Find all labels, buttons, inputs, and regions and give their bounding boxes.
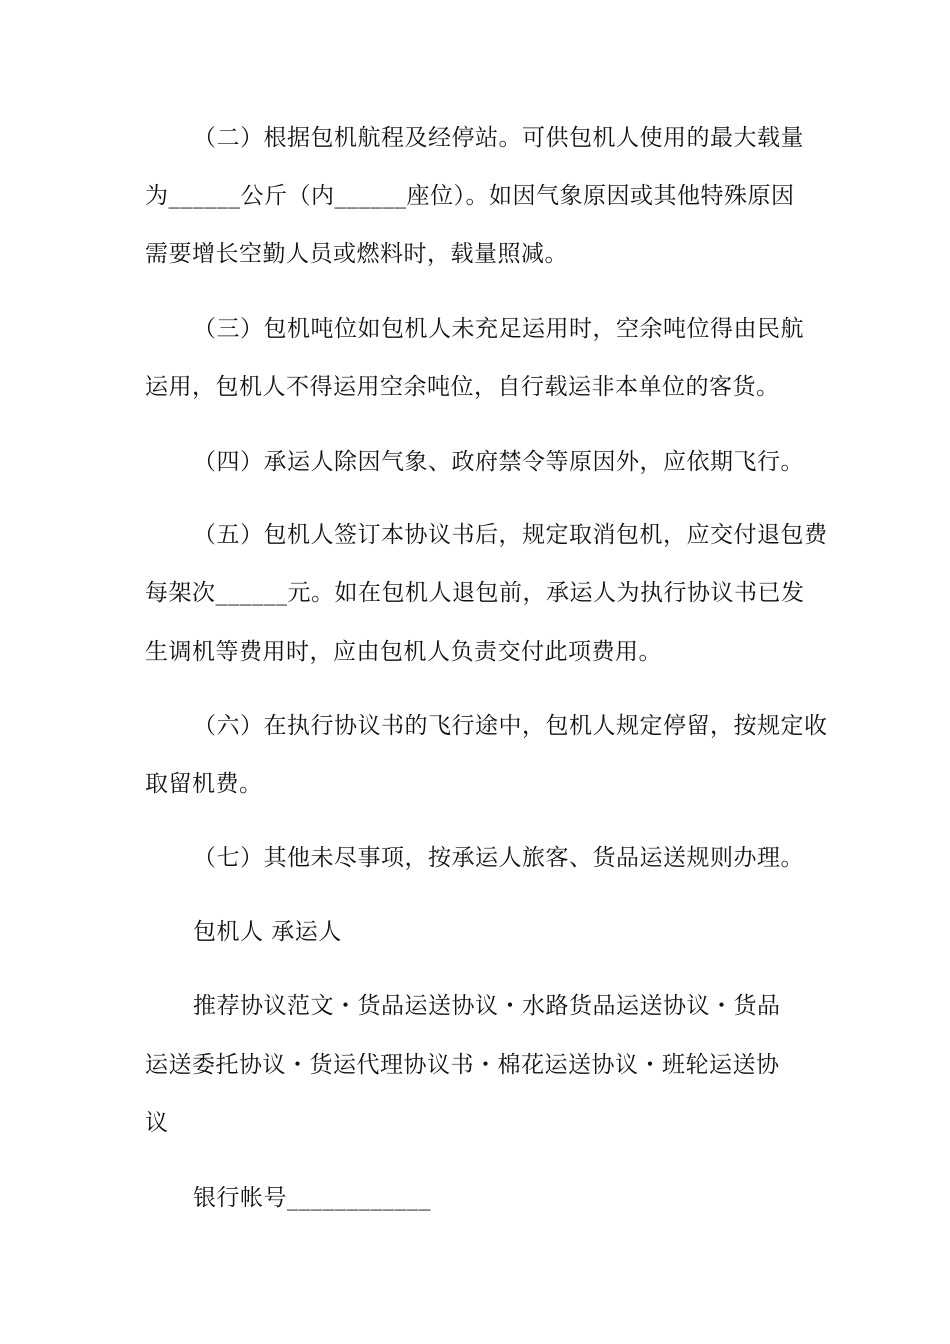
recommend-line-1: 推荐协议范文・货品运送协议・水路货品运送协议・货品	[193, 993, 781, 1019]
recommend-line-3: 议	[145, 1110, 169, 1136]
para-6-line-2: 取留机费。	[145, 771, 263, 797]
para-4-line-1: （四）承运人除因气象、政府禁令等原因外，应依期飞行。	[193, 449, 804, 475]
para-2-line-1: （二）根据包机航程及经停站。可供包机人使用的最大载量	[193, 125, 804, 151]
para-5-line-2: 每架次______元。如在包机人退包前，承运人为执行协议书已发	[145, 580, 805, 606]
bank-account: 银行帐号____________	[193, 1185, 431, 1211]
para-7-line-1: （七）其他未尽事项，按承运人旅客、货品运送规则办理。	[193, 845, 804, 871]
para-3-line-2: 运用，包机人不得运用空余吨位，自行载运非本单位的客货。	[145, 374, 780, 400]
signature-parties: 包机人 承运人	[193, 919, 342, 945]
para-6-line-1: （六）在执行协议书的飞行途中，包机人规定停留，按规定收	[193, 713, 828, 739]
para-5-line-1: （五）包机人签订本协议书后，规定取消包机，应交付退包费	[193, 522, 828, 548]
para-2-line-2: 为______公斤（内______座位）。如因气象原因或其他特殊原因	[145, 183, 795, 209]
para-3-line-1: （三）包机吨位如包机人未充足运用时，空余吨位得由民航	[193, 316, 804, 342]
para-2-line-3: 需要增长空勤人员或燃料时，载量照减。	[145, 241, 568, 267]
recommend-line-2: 运送委托协议・货运代理协议书・棉花运送协议・班轮运送协	[145, 1052, 780, 1078]
para-5-line-3: 生调机等费用时，应由包机人负责交付此项费用。	[145, 639, 662, 665]
